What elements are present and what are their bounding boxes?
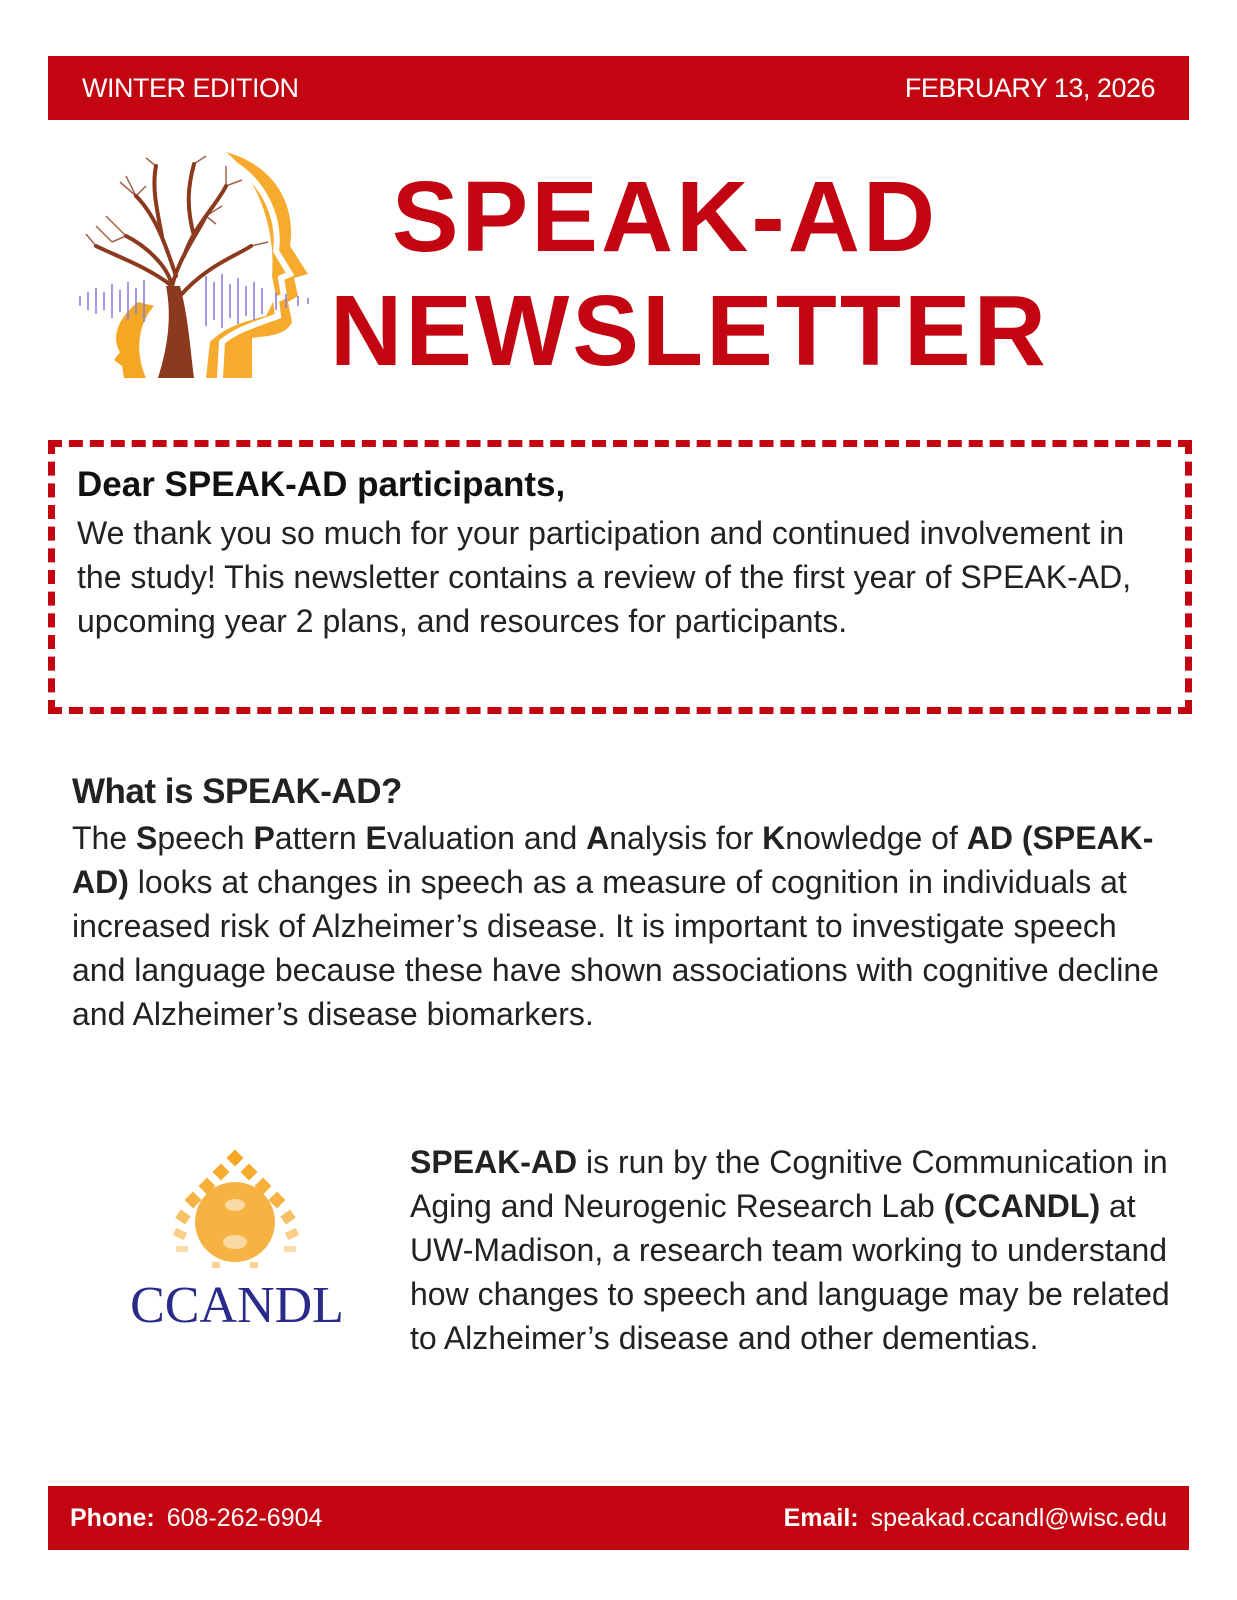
lab-description — [410, 1140, 1170, 1360]
lab-text-segment: SPEAK-AD — [410, 1144, 578, 1180]
email-contact — [784, 1504, 1167, 1533]
edition-label: WINTER EDITION — [82, 72, 299, 103]
about-text-segment: The — [72, 820, 137, 856]
about-text-segment: K — [762, 820, 786, 856]
top-banner — [48, 56, 1189, 120]
about-body — [72, 816, 1172, 1036]
about-text-segment: valuation and — [386, 820, 587, 856]
email-address[interactable]: speakad.ccandl@wisc.edu — [870, 1503, 1167, 1532]
letter-greeting: Dear SPEAK-AD participants, — [77, 465, 566, 504]
lab-text-segment: at UW-Madison, a research team working to understand how changes to speech and language may be related to Alzheimer’s disease and other dementias. — [410, 1188, 1170, 1356]
about-text-segment: AD (SPEAK-AD) — [72, 820, 1154, 900]
lab-text-segment: is run by the Cognitive Communication in Aging and Neurogenic Research Lab — [410, 1144, 1168, 1224]
phone-number[interactable]: 608-262-6904 — [166, 1503, 323, 1532]
letter-body: We thank you so much for your participation and continued involvement in the study! This newsletter contains a review of the first year of SPEAK-AD, upcoming year 2 plans, and resources for participants. — [77, 515, 1132, 639]
email-label: Email: — [783, 1503, 859, 1532]
speak-ad-logo-icon — [76, 146, 316, 378]
about-text-segment: S — [136, 820, 158, 856]
about-section — [72, 772, 1172, 1036]
about-text-segment: E — [365, 820, 387, 856]
issue-date: FEBRUARY 13, 2026 — [904, 72, 1155, 103]
about-text-segment: attern — [274, 820, 366, 856]
newsletter-title — [330, 160, 1049, 388]
about-text-segment: peech — [157, 820, 254, 856]
title-line-1: SPEAK-AD — [391, 161, 939, 273]
phone-label: Phone: — [70, 1503, 155, 1532]
about-text-segment: A — [586, 820, 610, 856]
about-heading: What is SPEAK-AD? — [72, 772, 402, 811]
about-text-segment: nalysis for — [609, 820, 763, 856]
title-line-2: NEWSLETTER — [330, 275, 1049, 387]
phone-contact — [70, 1504, 322, 1533]
contact-footer — [48, 1486, 1189, 1550]
lab-text-segment: (CCANDL) — [943, 1188, 1101, 1224]
about-text-segment: nowledge of — [785, 820, 967, 856]
about-text-segment: looks at changes in speech as a measure of cognition in individuals at increased risk of Alzheimer’s disease. It is important to investigate speech and language because these have shown associations with cognitive decline and Alzheimer’s disease biomarkers. — [72, 864, 1159, 1032]
lab-section — [410, 1140, 1170, 1360]
welcome-letter-box — [48, 440, 1192, 714]
ccandl-wordmark: CCANDL — [130, 1277, 344, 1334]
ccandl-logo-icon — [112, 1150, 362, 1360]
about-text-segment: P — [253, 820, 275, 856]
